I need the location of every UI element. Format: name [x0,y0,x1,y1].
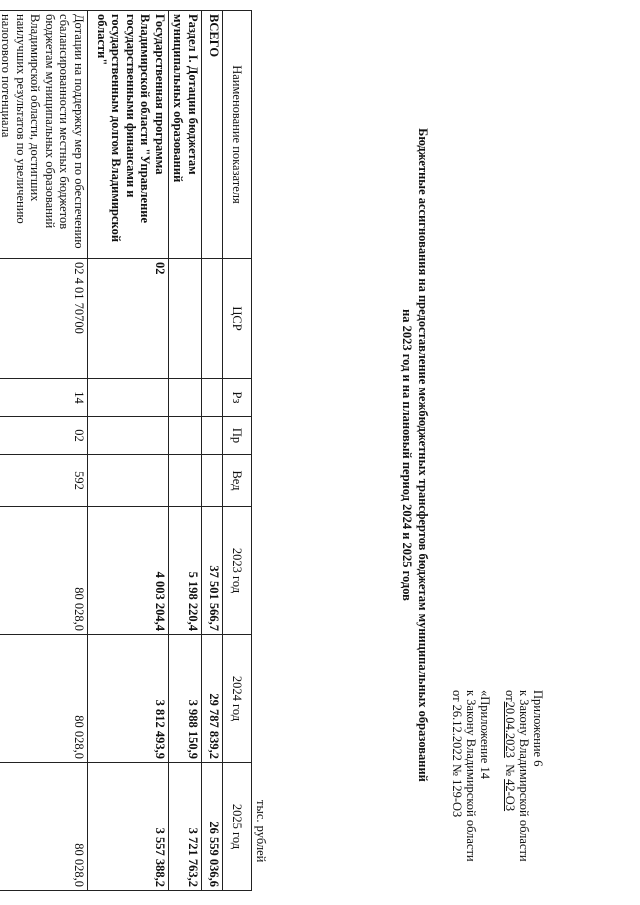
table-row: Дотации на поддержку мер по обеспечению сбалансированности местных бюджетов бюджетам муниципальных образований Владимирской области, достигших наилучших результатов по увеличению налогового потенциала 02 4 01 70700 14 02 592 80 028,0 80 028,0 80 028,0 [0,11,88,891]
law-reference: к Закону Владимирской области [517,690,531,862]
table-row: ВСЕГО 37 501 566,7 29 787 839,2 26 559 036,6 [202,11,223,891]
law-number: 42-ОЗ [503,779,517,812]
prev-law-date: от 26.12.2022 № 129-ОЗ [450,690,464,818]
budget-table [0,10,252,891]
unit-label: тыс. рублей [254,800,268,863]
appendix-label: Приложение 6 [531,690,545,767]
prev-law-reference: к Закону Владимирской области [464,690,478,862]
header-rz: Рз [223,379,252,417]
document-title-line1: Бюджетные ассигнования на предоставление межбюджетных трансфертов бюджетам муниципальных образований [416,128,430,782]
table-row: Государственная программа Владимирской области "Управление государственными финансами и государственным долгом Владимирской области" 02 4 003 204,4 3 812 493,9 3 557 388,2 [88,11,169,891]
law-date: 20.04.2023 [503,701,517,758]
prev-appendix-label: «Приложение 14 [478,690,492,779]
header-ved: Вед [223,455,252,507]
header-2024: 2024 год [223,635,252,763]
header-pr: Пр [223,417,252,455]
law-date-line: от20.04.2023 № 42-ОЗ [503,690,517,812]
table-header-row [223,11,252,891]
header-csr: ЦСР [223,259,252,379]
table-row: Раздел I. Дотации бюджетам муниципальных образований 5 198 220,4 3 988 150,9 3 721 763,2 [169,11,202,891]
header-2025: 2025 год [223,763,252,891]
header-name: Наименование показателя [223,11,252,259]
document-title-line2: на 2023 год и на плановый период 2024 и 2025 годов [400,309,414,601]
header-2023: 2023 год [223,507,252,635]
